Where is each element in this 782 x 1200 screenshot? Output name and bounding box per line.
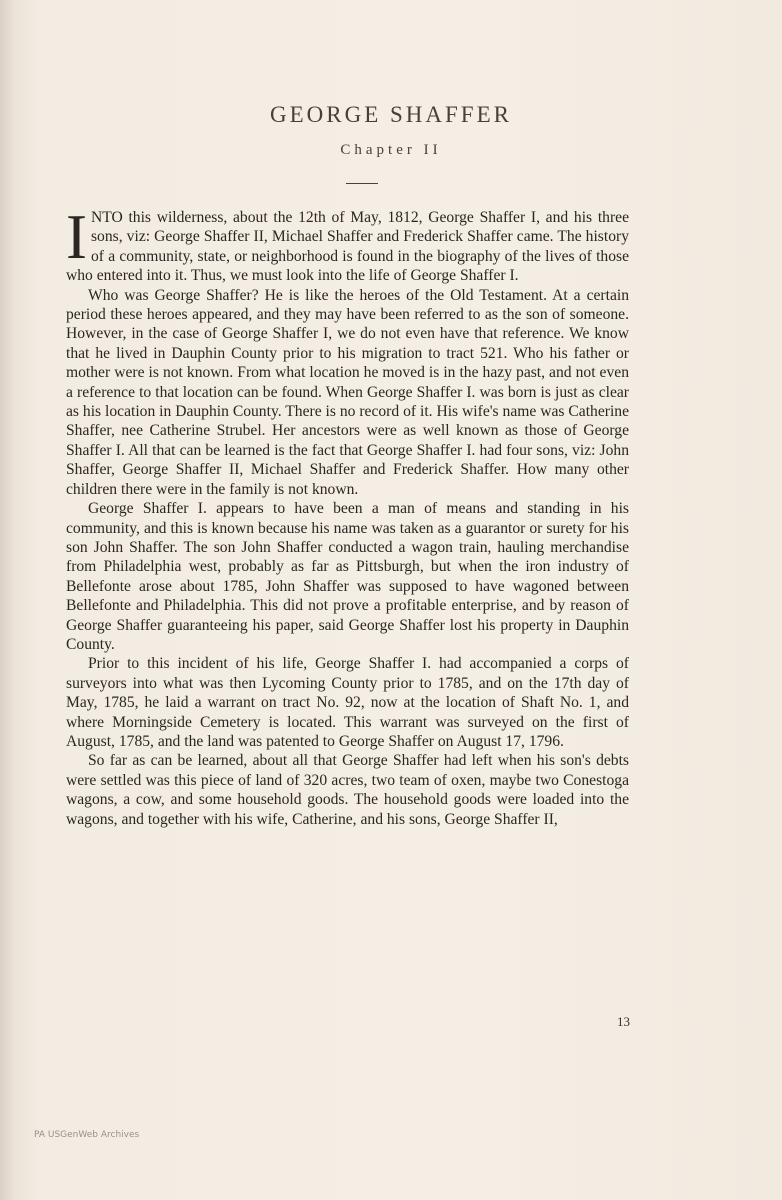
paragraph-1-text: NTO this wilderness, about the 12th of May, 1812, George Shaffer I, and his three sons, viz: George Shaffer II, Michael Shaffer and Frederick Shaffer came. The history of a community, state, or neighborhood is found in the biography of the lives of those who entered into it. Thus, we must look into the life of George Shaffer I. — [66, 209, 629, 285]
page-title: GEORGE SHAFFER — [269, 102, 512, 127]
chapter-body — [66, 202, 629, 829]
paragraph-3: George Shaffer I. appears to have been a man of means and standing in his community, and this is known because his name was taken as a guarantor or surety for his son John Shaffer. The son John Shaffer conducted a wagon train, hauling merchandise from Philadelphia west, probably as far as Pittsburgh, but when the iron industry of Bellefonte arose about 1785, John Shaffer was supposed to have wagoned between Bellefonte and Philadelphia. This did not prove a profitable enterprise, and by reason of George Shaffer guaranteeing his paper, said George Shaffer lost his property in Dauphin County. — [66, 500, 629, 653]
paragraph-1 — [66, 202, 629, 286]
paragraph-2: Who was George Shaffer? He is like the heroes of the Old Testament. At a certain period these heroes appeared, and they may have been referred to as the son of someone. However, in the case of George Shaffer I, we do not even have that reference. We know that he lived in Dauphin County prior to his migration to tract 521. Who his father or mother were is not known. From what location he moved is in the hazy past, and not even a reference to that location can be found. When George Shaffer I. was born is just as clear as his location in Dauphin County. There is no record of it. His wife's name was Catherine Shaffer, nee Catherine Strubel. Her ancestors were as well known as those of George Shaffer I. All that can be learned is the fact that George Shaffer I. had four sons, viz: John Shaffer, George Shaffer II, Michael Shaffer and Frederick Shaffer. How many other children there were in the family is not known. — [66, 286, 629, 498]
chapter-heading: Chapter II — [340, 142, 442, 158]
drop-cap: I — [66, 202, 87, 272]
paragraph-5: So far as can be learned, about all that George Shaffer had left when his son's debts were settled was this piece of land of 320 acres, two team of oxen, maybe two Conestoga wagons, a cow, and some household goods. The household goods were loaded into the wagons, and together with his wife, Catherine, and his sons, George Shaffer II, — [66, 752, 629, 828]
paragraph-4: Prior to this incident of his life, George Shaffer I. had accompanied a corps of surveyors into what was then Lycoming County prior to 1785, and on the 17th day of May, 1785, he laid a warrant on tract No. 92, now at the location of Shaft No. 1, and where Morningside Cemetery is located. This warrant was surveyed on the first of August, 1785, and the land was patented to George Shaffer on August 17, 1796. — [66, 655, 629, 750]
archive-watermark: PA USGenWeb Archives — [34, 1130, 140, 1140]
page-number: 13 — [617, 1014, 630, 1029]
title-divider — [346, 183, 378, 184]
